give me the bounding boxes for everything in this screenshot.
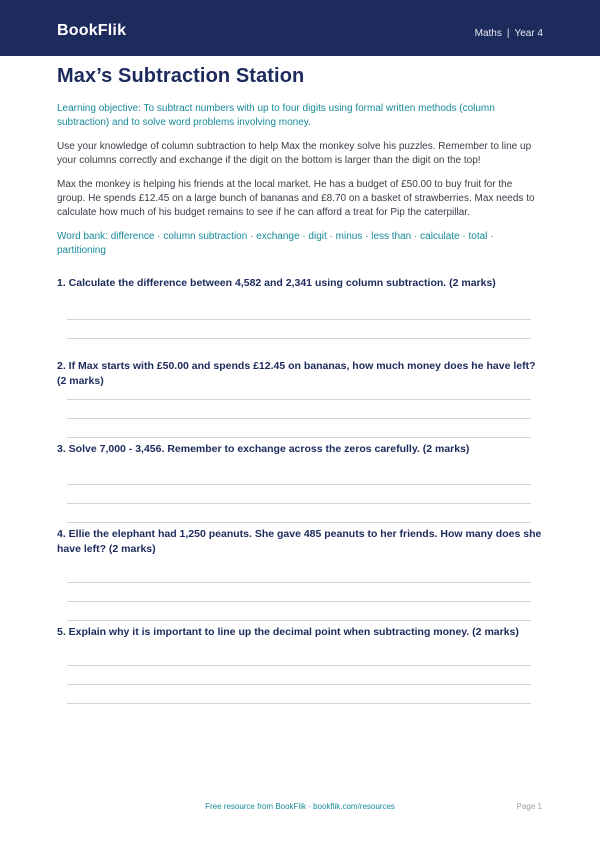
- answer-lines[interactable]: [67, 582, 531, 621]
- answer-line[interactable]: [67, 319, 531, 320]
- question-text: 3. Solve 7,000 - 3,456. Remember to exchange across the zeros carefully. (2 marks): [57, 443, 470, 455]
- question-block: [57, 527, 543, 621]
- answer-line[interactable]: [67, 399, 531, 400]
- answer-line[interactable]: [67, 437, 531, 438]
- question-block: [57, 276, 543, 339]
- intro-paragraph: Use your knowledge of column subtraction to help Max the monkey solve his puzzles. Remember to line up your columns correctly and exchange if the digit on the bottom is larger than the digit on the top!: [57, 141, 532, 166]
- brand-logo[interactable]: BookFlik: [57, 22, 127, 39]
- answer-line[interactable]: [67, 418, 531, 419]
- header-meta: [475, 28, 543, 39]
- answer-line[interactable]: [67, 665, 531, 666]
- answer-line[interactable]: [67, 620, 531, 621]
- page-title: Max’s Subtraction Station: [57, 65, 305, 87]
- question-text: 1. Calculate the difference between 4,582 and 2,341 using column subtraction. (2 marks): [57, 277, 496, 289]
- question-block: [57, 625, 543, 704]
- answer-line[interactable]: [67, 703, 531, 704]
- story-paragraph: Max the monkey is helping his friends at the local market. He has a budget of £50.00 to buy fruit for the group. He spends £12.45 on a large bunch of bananas and £8.70 on a basket of strawberries. Max needs to calculate how much of his budget remains to see if he can afford a treat for Pip the caterpillar.: [57, 179, 535, 218]
- question-text: 2. If Max starts with £50.00 and spends £12.45 on bananas, how much money does he have left? (2 marks): [57, 360, 536, 387]
- page-header: [0, 0, 600, 56]
- answer-line[interactable]: [67, 522, 531, 523]
- year-label: Year 4: [514, 28, 543, 39]
- meta-separator: |: [506, 28, 510, 39]
- answer-lines[interactable]: [67, 484, 531, 523]
- page-number: Page 1: [516, 802, 542, 811]
- question-text: 4. Ellie the elephant had 1,250 peanuts. She gave 485 peanuts to her friends. How many does she have left? (2 marks): [57, 528, 542, 555]
- answer-lines[interactable]: [67, 399, 531, 438]
- question-text: 5. Explain why it is important to line up the decimal point when subtracting money. (2 marks): [57, 626, 519, 638]
- answer-line[interactable]: [67, 484, 531, 485]
- footer-source-link[interactable]: Free resource from BookFlik · bookflik.com/resources: [205, 802, 395, 811]
- answer-line[interactable]: [67, 338, 531, 339]
- answer-line[interactable]: [67, 582, 531, 583]
- answer-line[interactable]: [67, 601, 531, 602]
- answer-line[interactable]: [67, 684, 531, 685]
- subject-label: Maths: [474, 28, 502, 39]
- question-block: [57, 359, 543, 438]
- worksheet-content: [57, 65, 543, 704]
- answer-line[interactable]: [67, 503, 531, 504]
- word-bank: Word bank: difference · column subtraction · exchange · digit · minus · less than · calculate · total · partitioning: [57, 231, 494, 256]
- answer-lines[interactable]: [67, 319, 531, 339]
- answer-lines[interactable]: [67, 665, 531, 704]
- question-block: [57, 442, 543, 523]
- learning-objective: Learning objective: To subtract numbers with up to four digits using formal written methods (column subtraction) and to solve word problems involving money.: [57, 103, 495, 128]
